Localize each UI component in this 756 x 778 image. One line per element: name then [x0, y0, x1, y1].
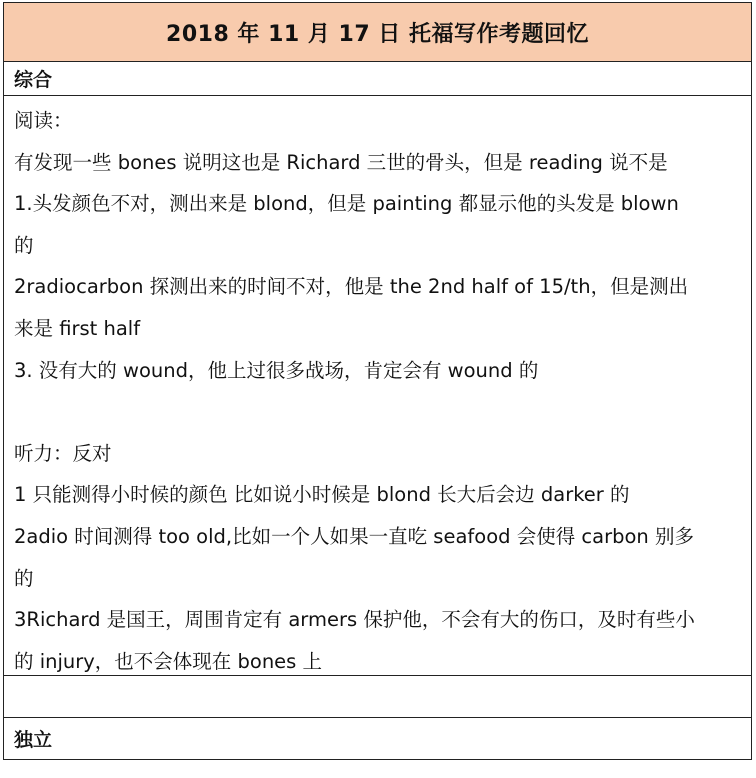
content-line: 3Richard 是国王，周围肯定有 armers 保护他，不会有大的伤口，及时有些小: [14, 608, 695, 632]
section-header-integrated: [3, 62, 752, 96]
integrated-content: [3, 96, 752, 676]
content-line: 1 只能测得小时候的颜色 比如说小时候是 blond 长大后会边 darker 的: [14, 483, 630, 507]
content-line: 的 injury，也不会体现在 bones 上: [14, 649, 323, 673]
empty-row: [3, 676, 752, 718]
content-line: 阅读：: [14, 109, 73, 132]
content-line: 2radiocarbon 探测出来的时间不对，他是 the 2nd half of 15/th，但是测出: [14, 275, 689, 299]
content-line: 2adio 时间测得 too old,比如一个人如果一直吃 seafood 会使得 carbon 别多: [14, 524, 694, 548]
content-line: 来是 first half: [14, 316, 141, 340]
content-line: 听力：反对: [14, 441, 112, 465]
title-row: [3, 2, 752, 62]
content-line: 的: [14, 566, 34, 590]
content-line: 有发现一些 bones 说明这也是 Richard 三世的骨头，但是 reading 说不是: [14, 150, 668, 174]
content-line: 的: [14, 233, 34, 257]
section-label-independent: 独立: [14, 729, 53, 751]
content-line-blank: [14, 391, 743, 433]
content-line: 3. 没有大的 wound，他上过很多战场，肯定会有 wound 的: [14, 358, 539, 382]
document-title: 2018 年 11 月 17 日 托福写作考题回忆: [166, 21, 589, 47]
recall-table: [3, 2, 752, 760]
content-line: 1.头发颜色不对，测出来是 blond，但是 painting 都显示他的头发是 blown: [14, 192, 679, 216]
section-label-integrated: 综合: [14, 69, 53, 91]
section-header-independent: [3, 718, 752, 760]
